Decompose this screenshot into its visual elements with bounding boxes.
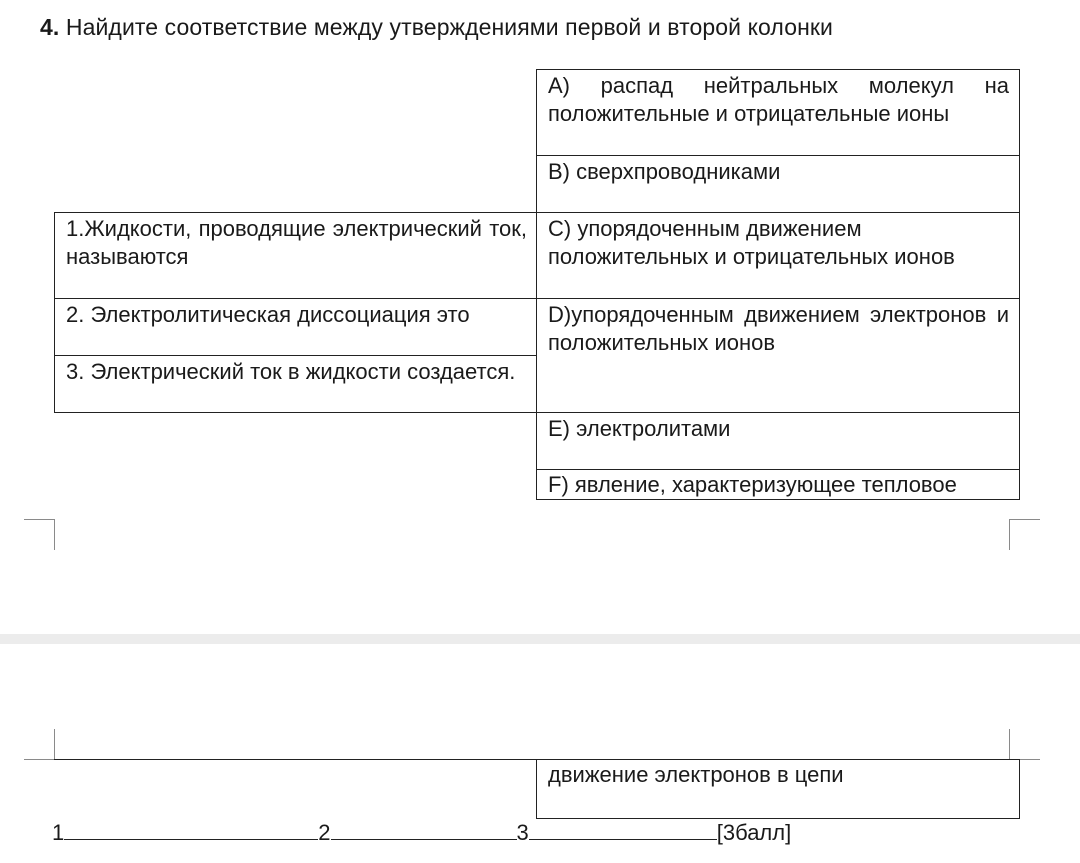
answer-line (52, 819, 791, 846)
answer-blank-1[interactable] (64, 819, 318, 840)
answer-label-1: 1 (52, 820, 65, 845)
answer-option-c: С) упорядоченным движением положительных и отрицательных ионов (536, 212, 1020, 299)
answer-option-d: D)упорядоченным движением электронов и положительных ионов (536, 298, 1020, 413)
statement-2: 2. Электролитическая диссоциация это (54, 298, 537, 356)
task-text: Найдите соответствие между утверждениями первой и второй колонки (59, 14, 833, 40)
answer-option-a: А) распад нейтральных молекул на положительные и отрицательные ионы (536, 69, 1020, 156)
answer-blank-2[interactable] (331, 819, 517, 840)
answer-label-3: 3 (516, 820, 529, 845)
page-corner-mark-right-2 (1009, 729, 1040, 760)
statement-1: 1.Жидкости, проводящие электрический ток, называются (54, 212, 537, 299)
page-corner-mark-right (1009, 519, 1040, 550)
answer-option-f-continued: движение электронов в цепи (536, 759, 1020, 819)
task-title (40, 14, 833, 41)
answer-label-2: 2 (318, 820, 331, 845)
page-break (0, 634, 1080, 644)
score-label: [3балл] (716, 820, 792, 845)
answer-option-b: В) сверхпроводниками (536, 155, 1020, 213)
statement-3: 3. Электрический ток в жидкости создается. (54, 355, 537, 413)
answer-option-e: Е) электролитами (536, 412, 1020, 470)
answer-blank-3[interactable] (529, 819, 717, 840)
page-corner-mark-left (24, 519, 55, 550)
page-corner-mark-left-2 (24, 729, 55, 760)
answer-option-f: F) явление, характеризующее тепловое (536, 469, 1020, 500)
task-number: 4. (40, 14, 60, 40)
